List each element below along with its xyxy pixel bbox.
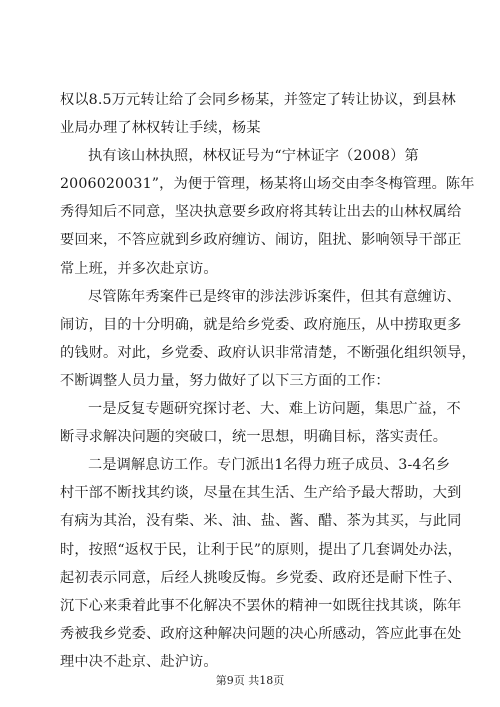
text-line: 2006020031”，为便于管理，杨某将山场交由李冬梅管理。陈年 [60,176,475,193]
text-line: 要回来，不答应就到乡政府缠访、闹访，阻扰、影响领导干部正 [60,232,462,249]
text-line: 沉下心来秉着此事不化解决不罢休的精神一如既往找其谈，陈年 [60,597,462,614]
text-line: 断寻求解决问题的突破口，统一思想，明确目标，落实责任。 [60,429,448,446]
text-line: 不断调整人员力量，努力做好了以下三方面的工作： [60,372,390,389]
text-line: 尽管陈年秀案件已是终审的涉法涉诉案件，但其有意缠访、 [88,288,461,305]
text-line: 闹访，目的十分明确，就是给乡党委、政府施压，从中捞取更多 [60,316,462,333]
text-line: 权以8.5万元转让给了会同乡杨某，并签定了转让协议，到县林 [60,92,456,108]
text-line: 理中决不赴京、赴沪访。 [60,653,218,670]
text-line: 起初表示同意，后经人挑唆反悔。乡党委、政府还是耐下性子、 [60,569,462,586]
text-line: 时，按照“返权于民，让利于民”的原则，提出了几套调处办法， [60,541,462,558]
document-body [60,86,476,676]
text-line: 二是调解息访工作。专门派出1名得力班子成员、3-4名乡 [88,457,451,474]
text-line: 一是反复专题研究探讨老、大、难上访问题，集思广益，不 [88,401,461,418]
text-line: 的钱财。对此，乡党委、政府认识非常清楚，不断强化组织领导， [60,344,476,361]
text-line: 执有该山林执照，林权证号为“宁林证字（2008）第 [88,148,419,165]
text-line: 常上班，并多次赴京访。 [60,260,218,277]
text-line: 秀被我乡党委、政府这种解决问题的决心所感动，答应此事在处 [60,625,462,642]
text-line: 秀得知后不同意，坚决执意要乡政府将其转让出去的山林权属给 [60,204,462,221]
text-line: 村干部不断找其约谈，尽量在其生活、生产给予最大帮助，大到 [60,485,462,502]
text-line: 有病为其治，没有柴、米、油、盐、酱、醋、茶为其买，与此同 [60,513,462,530]
text-line: 业局办理了林权转让手续，杨某 [60,120,261,137]
page-number-footer: 第9页 共18页 [215,674,285,687]
